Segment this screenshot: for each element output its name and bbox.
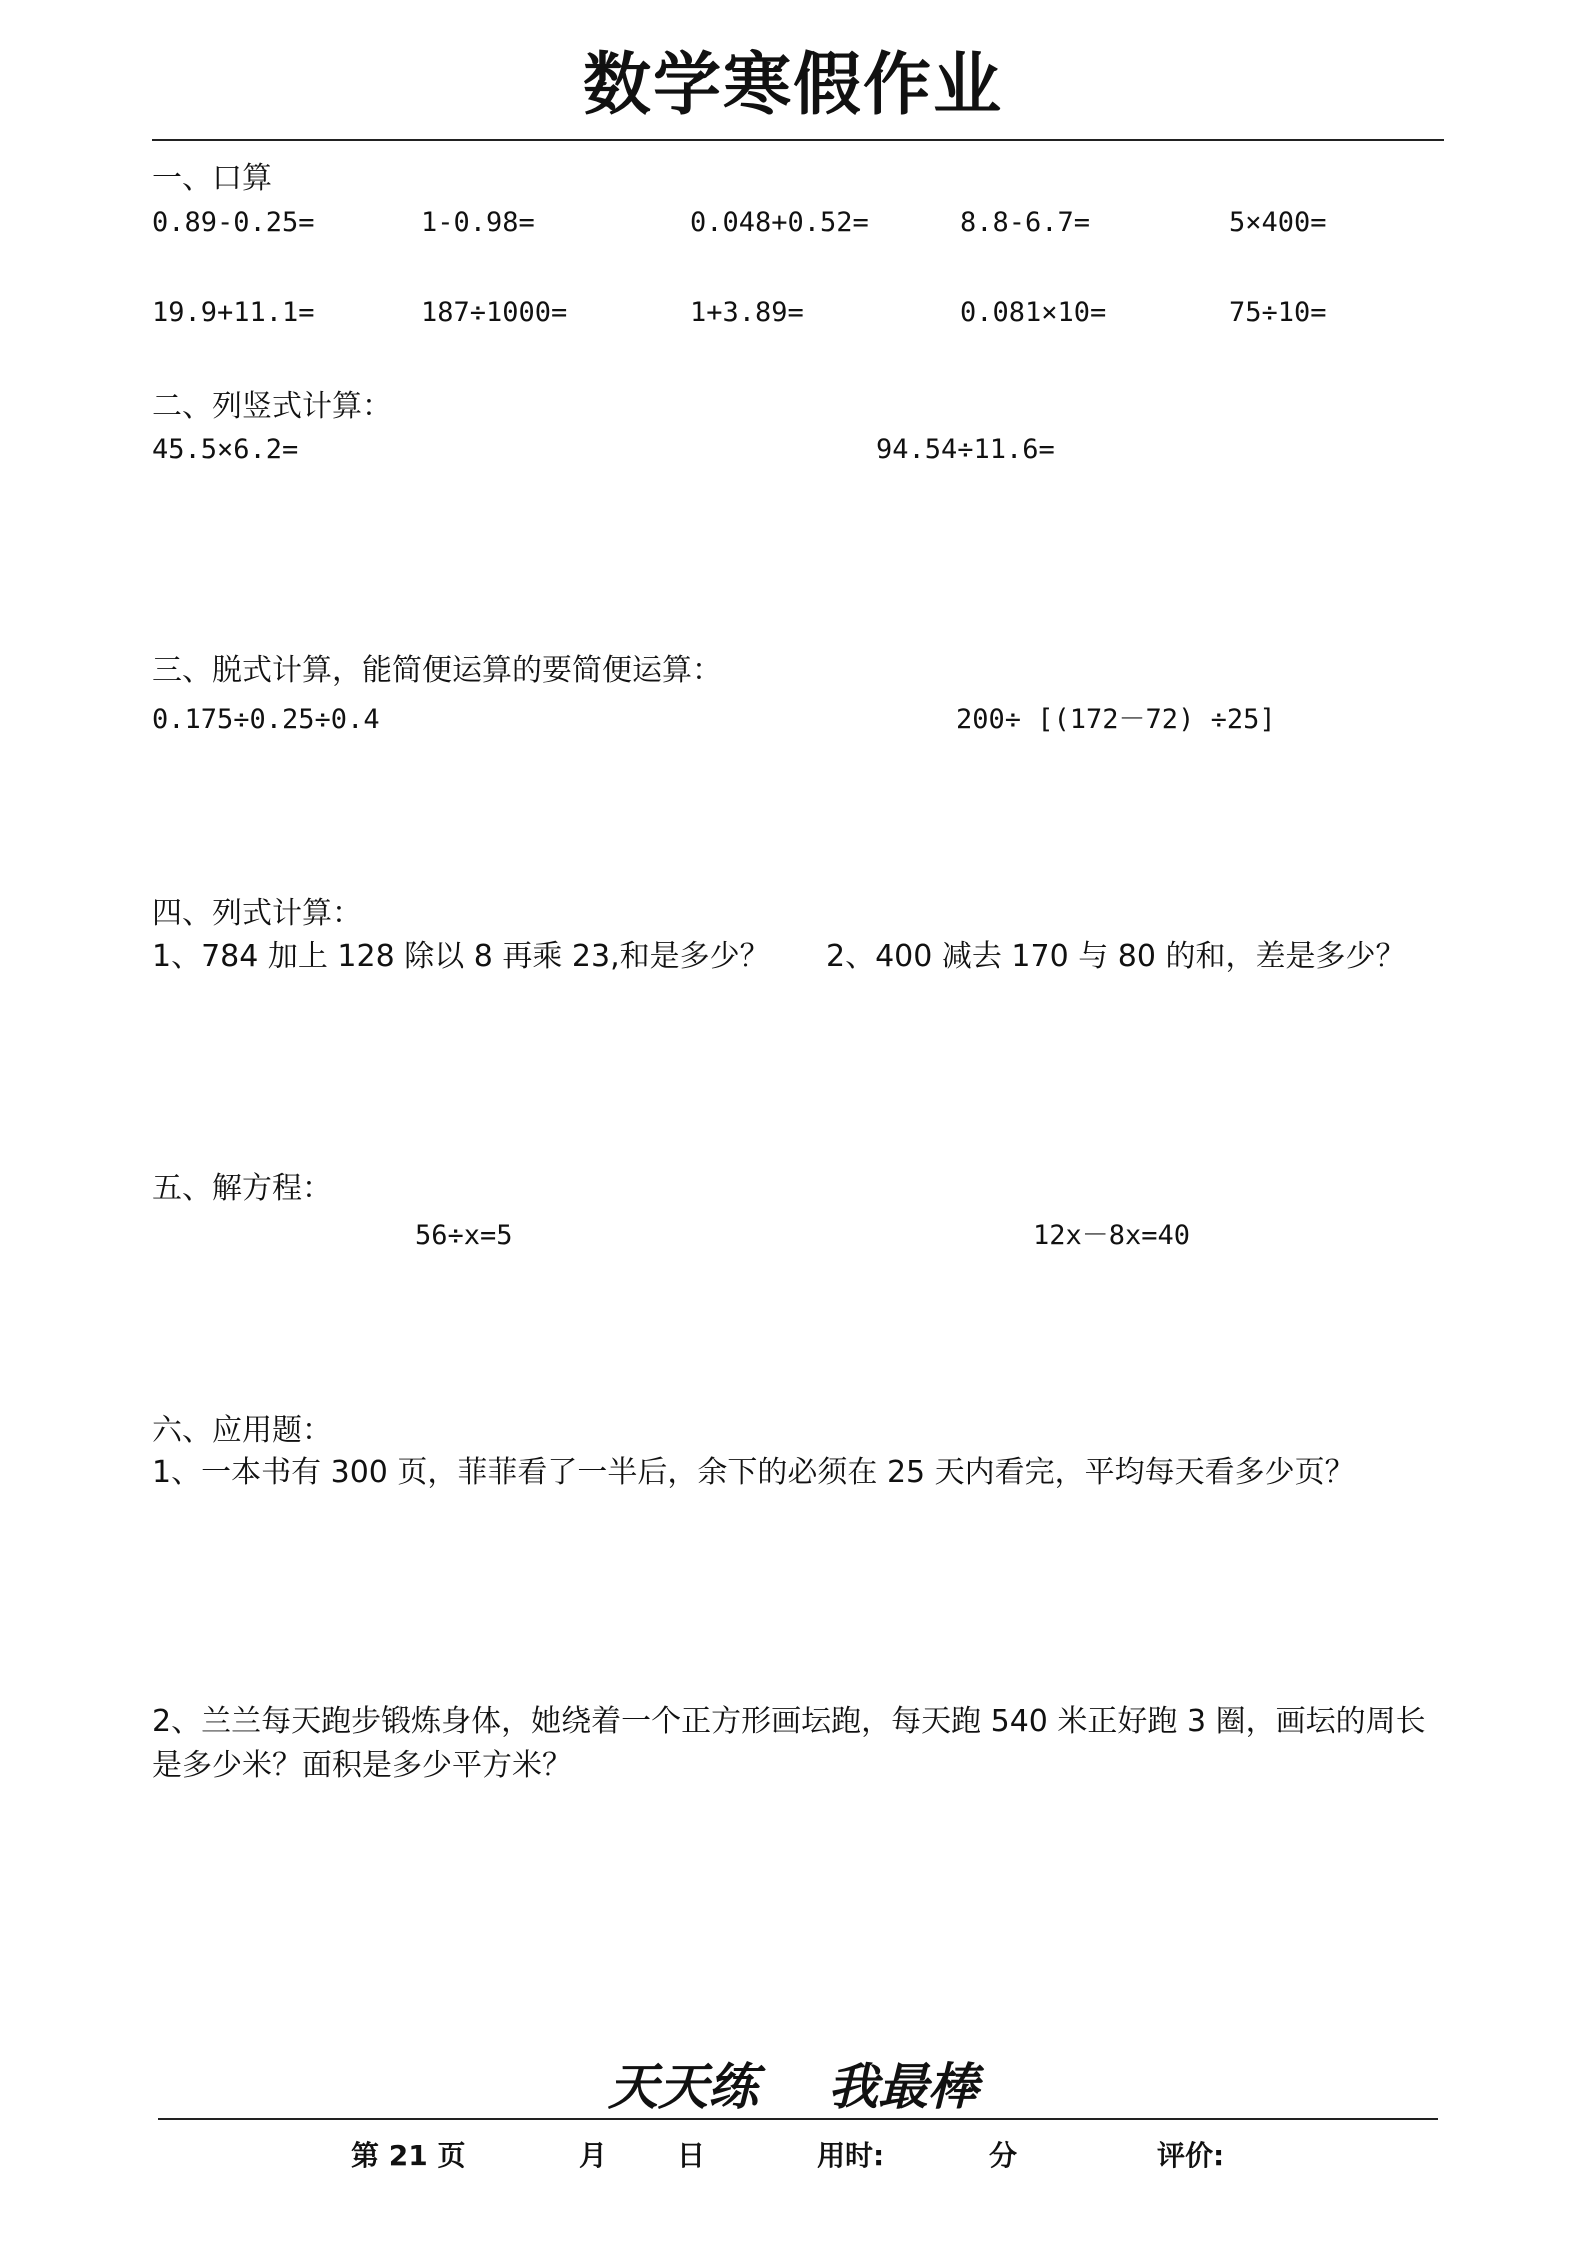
formula-calc-question: 2、400 减去 170 与 80 的和，差是多少？ bbox=[826, 939, 1406, 974]
oral-calc-item: 8.8-6.7= bbox=[960, 207, 1091, 238]
word-problem-1: 1、一本书有 300 页，菲菲看了一半后，余下的必须在 25 天内看完，平均每天看多少页？ bbox=[152, 1455, 1355, 1490]
oral-calc-item: 1-0.98= bbox=[421, 207, 535, 238]
time-used-label: 用时: bbox=[817, 2139, 885, 2172]
section-equation-heading: 五、解方程： bbox=[152, 1171, 332, 1206]
minute-label: 分 bbox=[989, 2139, 1018, 2172]
oral-calc-item: 187÷1000= bbox=[421, 297, 568, 328]
oral-calc-item: 0.048+0.52= bbox=[690, 207, 869, 238]
section-vertical-calculation-heading: 二、列竖式计算： bbox=[152, 389, 392, 424]
section-word-problems-heading: 六、应用题： bbox=[152, 1413, 332, 1448]
page-title: 数学寒假作业 bbox=[582, 46, 1003, 125]
title-divider bbox=[152, 139, 1444, 141]
step-calc-item: 200÷ [(172－72) ÷25] bbox=[956, 704, 1276, 735]
month-label: 月 bbox=[579, 2139, 608, 2172]
step-calc-item: 0.175÷0.25÷0.4 bbox=[152, 704, 380, 735]
section-formula-calculation-heading: 四、列式计算： bbox=[152, 896, 362, 931]
rating-label: 评价: bbox=[1157, 2139, 1225, 2172]
equation-item: 12x－8x=40 bbox=[1033, 1220, 1191, 1251]
oral-calc-item: 0.89-0.25= bbox=[152, 207, 315, 238]
word-problem-2: 2、兰兰每天跑步锻炼身体，她绕着一个正方形画坛跑，每天跑 540 米正好跑 3 圈，画坛的周长是多少米？面积是多少平方米？ bbox=[152, 1704, 1426, 1783]
section-step-calculation-heading: 三、脱式计算，能简便运算的要简便运算： bbox=[152, 653, 722, 688]
oral-calc-item: 19.9+11.1= bbox=[152, 297, 315, 328]
day-label: 日 bbox=[677, 2139, 706, 2172]
page-number: 第 21 页 bbox=[351, 2139, 466, 2172]
equation-item: 56÷x=5 bbox=[415, 1220, 513, 1251]
slogan bbox=[0, 2057, 1586, 2116]
footer-divider bbox=[158, 2118, 1438, 2120]
oral-calc-item: 0.081×10= bbox=[960, 297, 1107, 328]
vertical-calc-item: 94.54÷11.6= bbox=[876, 434, 1055, 465]
slogan-right: 我最棒 bbox=[828, 2057, 978, 2116]
slogan-left: 天天练 bbox=[608, 2057, 758, 2116]
formula-calc-question: 1、784 加上 128 除以 8 再乘 23,和是多少？ bbox=[152, 939, 770, 974]
vertical-calc-item: 45.5×6.2= bbox=[152, 434, 299, 465]
oral-calc-item: 1+3.89= bbox=[690, 297, 804, 328]
section-oral-calculation-heading: 一、口算 bbox=[152, 161, 272, 196]
oral-calc-item: 5×400= bbox=[1229, 207, 1327, 238]
oral-calc-item: 75÷10= bbox=[1229, 297, 1327, 328]
